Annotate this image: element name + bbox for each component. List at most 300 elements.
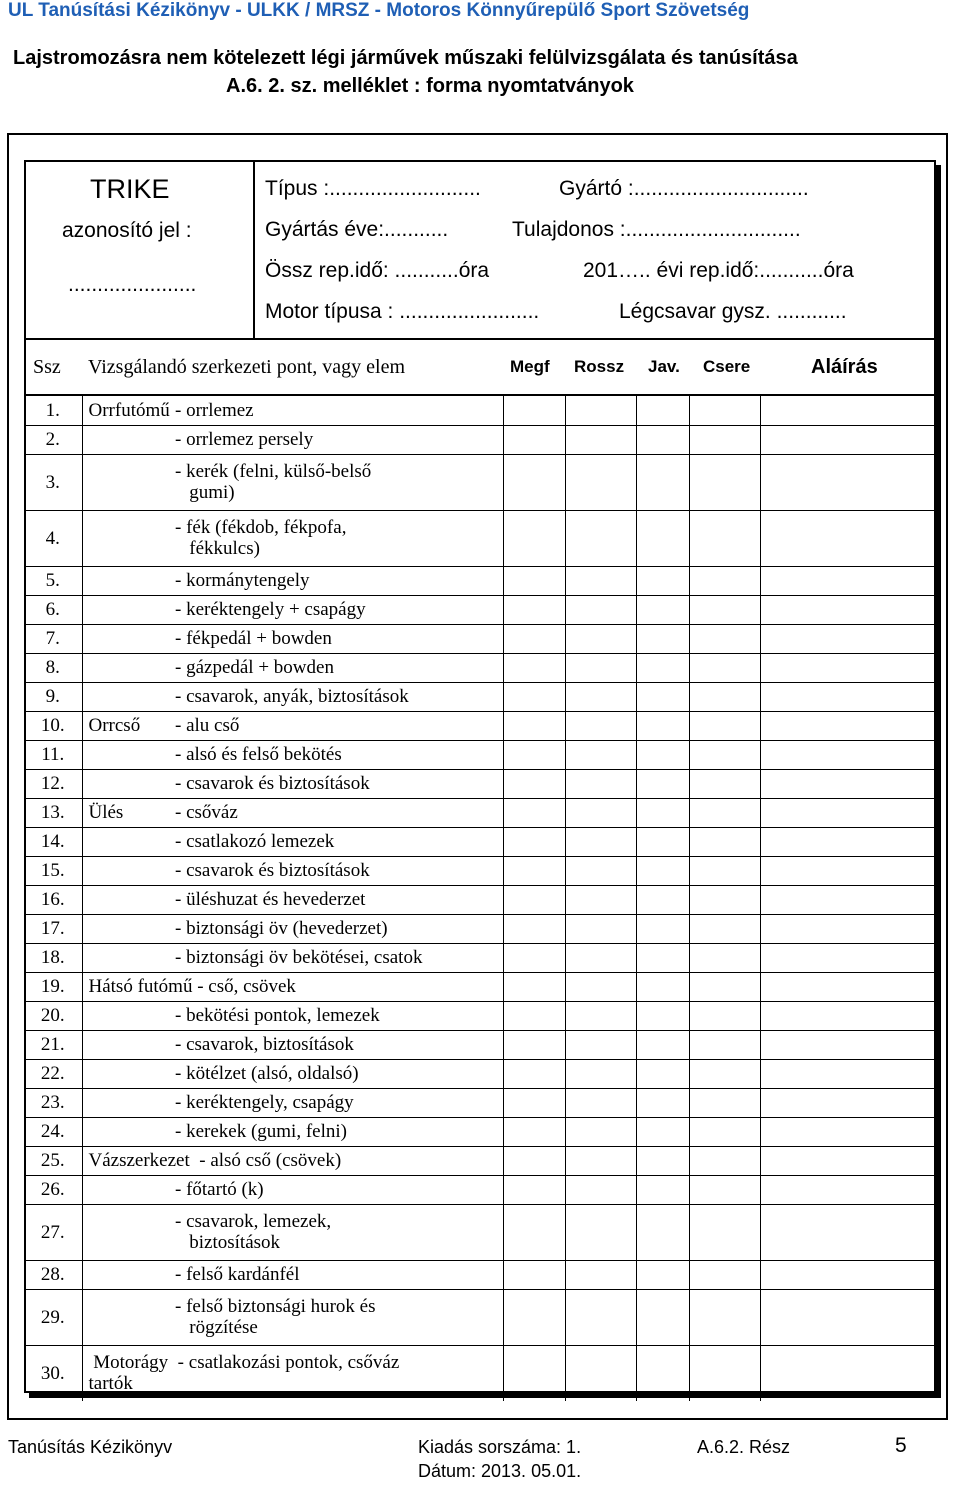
- check-jav[interactable]: [636, 396, 689, 425]
- row-item-cell: [175, 711, 503, 740]
- footer-edition: Kiadás sorszáma: 1.: [418, 1437, 582, 1457]
- signature-cell[interactable]: [760, 1059, 934, 1088]
- table-row: [24, 595, 934, 624]
- table-row: [24, 396, 934, 425]
- table-row: [24, 1030, 934, 1059]
- check-jav[interactable]: [636, 943, 689, 972]
- signature-cell[interactable]: [760, 1146, 934, 1175]
- row-number: 23.: [24, 1088, 82, 1117]
- row-item: - kerekek (gumi, felni): [175, 1121, 347, 1142]
- check-rossz[interactable]: [565, 943, 636, 972]
- row-number: 1.: [24, 396, 82, 425]
- row-section: [82, 454, 175, 510]
- check-rossz[interactable]: [565, 624, 636, 653]
- row-number: 27.: [24, 1204, 82, 1260]
- row-item-cell: [175, 914, 503, 943]
- signature-cell[interactable]: [760, 1030, 934, 1059]
- check-rossz[interactable]: [565, 856, 636, 885]
- row-number: 11.: [24, 740, 82, 769]
- row-item-cell: [175, 425, 503, 454]
- manufacturer-field[interactable]: Gyártó :..............................: [559, 177, 809, 200]
- row-number: 29.: [24, 1289, 82, 1345]
- row-number: 26.: [24, 1175, 82, 1204]
- check-csere[interactable]: [689, 510, 760, 566]
- check-csere[interactable]: [689, 396, 760, 425]
- check-jav[interactable]: [636, 653, 689, 682]
- check-megf[interactable]: [503, 798, 565, 827]
- check-jav[interactable]: [636, 682, 689, 711]
- check-megf[interactable]: [503, 1175, 565, 1204]
- check-rossz[interactable]: [565, 914, 636, 943]
- row-item: - kötélzet (alsó, oldalsó): [175, 1063, 359, 1084]
- table-row: [24, 740, 934, 769]
- row-section: Ülés: [82, 798, 175, 827]
- row-section: [82, 595, 175, 624]
- row-section: [82, 425, 175, 454]
- row-section: Orrcső: [82, 711, 175, 740]
- row-number: 6.: [24, 595, 82, 624]
- check-csere[interactable]: [689, 1117, 760, 1146]
- row-section: [82, 510, 175, 566]
- signature-cell[interactable]: [760, 396, 934, 425]
- check-rossz[interactable]: [565, 682, 636, 711]
- trike-label: TRIKE: [90, 174, 170, 204]
- signature-cell[interactable]: [760, 425, 934, 454]
- table-row: [24, 1117, 934, 1146]
- col-megf: Megf: [510, 357, 550, 376]
- col-rossz: Rossz: [574, 357, 625, 376]
- check-jav[interactable]: [636, 1030, 689, 1059]
- row-number: 30.: [24, 1345, 82, 1401]
- check-megf[interactable]: [503, 827, 565, 856]
- check-rossz[interactable]: [565, 740, 636, 769]
- row-section: [82, 566, 175, 595]
- check-csere[interactable]: [689, 943, 760, 972]
- row-item-cell: [175, 1289, 503, 1345]
- check-jav[interactable]: [636, 740, 689, 769]
- row-number: 13.: [24, 798, 82, 827]
- check-megf[interactable]: [503, 943, 565, 972]
- check-jav[interactable]: [636, 769, 689, 798]
- check-rossz[interactable]: [565, 653, 636, 682]
- table-row: [24, 1059, 934, 1088]
- check-megf[interactable]: [503, 856, 565, 885]
- row-number: 4.: [24, 510, 82, 566]
- check-jav[interactable]: [636, 1146, 689, 1175]
- check-rossz[interactable]: [565, 827, 636, 856]
- row-item-cell: [175, 1030, 503, 1059]
- table-row: [24, 454, 934, 510]
- check-megf[interactable]: [503, 595, 565, 624]
- row-item: - gázpedál + bowden: [175, 657, 334, 678]
- table-row: [24, 1001, 934, 1030]
- col-csere: Csere: [703, 357, 751, 376]
- footer-manual: Tanúsítás Kézikönyv: [8, 1437, 173, 1457]
- check-jav[interactable]: [636, 885, 689, 914]
- check-megf[interactable]: [503, 972, 565, 1001]
- col-alairas: Aláírás: [811, 356, 878, 378]
- check-rossz[interactable]: [565, 595, 636, 624]
- signature-cell[interactable]: [760, 740, 934, 769]
- check-megf[interactable]: [503, 1204, 565, 1260]
- row-item-cell: [82, 1146, 503, 1175]
- id-label: azonosító jel :: [62, 219, 192, 242]
- row-section: [82, 1260, 175, 1289]
- check-jav[interactable]: [636, 595, 689, 624]
- check-csere[interactable]: [689, 1088, 760, 1117]
- row-number: 25.: [24, 1146, 82, 1175]
- col-ssz: Ssz: [33, 356, 61, 378]
- row-item-cell: [175, 740, 503, 769]
- check-csere[interactable]: [689, 1146, 760, 1175]
- signature-cell[interactable]: [760, 1289, 934, 1345]
- row-number: 10.: [24, 711, 82, 740]
- signature-cell[interactable]: [760, 798, 934, 827]
- row-number: 19.: [24, 972, 82, 1001]
- check-rossz[interactable]: [565, 711, 636, 740]
- check-megf[interactable]: [503, 711, 565, 740]
- engine-type-field[interactable]: Motor típusa : ........................: [265, 300, 540, 323]
- check-csere[interactable]: [689, 885, 760, 914]
- propeller-serial-field[interactable]: Légcsavar gysz. ............: [619, 300, 847, 323]
- row-item-cell: [175, 1059, 503, 1088]
- row-section: [82, 1001, 175, 1030]
- row-number: 24.: [24, 1117, 82, 1146]
- signature-cell[interactable]: [760, 769, 934, 798]
- check-jav[interactable]: [636, 1204, 689, 1260]
- check-jav[interactable]: [636, 856, 689, 885]
- row-section: [82, 885, 175, 914]
- check-csere[interactable]: [689, 653, 760, 682]
- table-row: [24, 914, 934, 943]
- check-jav[interactable]: [636, 711, 689, 740]
- annual-flight-time-field[interactable]: 201….. évi rep.idő:...........óra: [583, 259, 854, 282]
- check-rossz[interactable]: [565, 885, 636, 914]
- row-item-cell: [175, 1117, 503, 1146]
- row-section: Orrfutómű: [82, 396, 175, 425]
- check-megf[interactable]: [503, 454, 565, 510]
- row-number: 2.: [24, 425, 82, 454]
- check-csere[interactable]: [689, 1001, 760, 1030]
- signature-cell[interactable]: [760, 1175, 934, 1204]
- row-item: - kormánytengely: [175, 570, 310, 591]
- check-jav[interactable]: [636, 566, 689, 595]
- table-row: [24, 1175, 934, 1204]
- check-rossz[interactable]: [565, 1146, 636, 1175]
- signature-cell[interactable]: [760, 827, 934, 856]
- header-subtitle: Lajstromozásra nem kötelezett légi járművek műszaki felülvizsgálata és tanúsítása: [13, 47, 798, 69]
- check-rossz[interactable]: [565, 510, 636, 566]
- row-number: 28.: [24, 1260, 82, 1289]
- row-section: [82, 769, 175, 798]
- check-rossz[interactable]: [565, 1175, 636, 1204]
- check-csere[interactable]: [689, 425, 760, 454]
- table-row: [24, 566, 934, 595]
- row-section: [82, 740, 175, 769]
- table-row: [24, 711, 934, 740]
- check-rossz[interactable]: [565, 1059, 636, 1088]
- row-section: [82, 914, 175, 943]
- check-csere[interactable]: [689, 454, 760, 510]
- row-item-cell: [175, 827, 503, 856]
- row-item-cell: [175, 510, 503, 566]
- check-rossz[interactable]: [565, 1001, 636, 1030]
- row-item-cell: [175, 566, 503, 595]
- check-megf[interactable]: [503, 1146, 565, 1175]
- row-item: - biztonsági öv (hevederzet): [175, 918, 388, 939]
- check-megf[interactable]: [503, 624, 565, 653]
- row-number: 12.: [24, 769, 82, 798]
- header-attachment: A.6. 2. sz. melléklet : forma nyomtatványok: [226, 75, 634, 97]
- row-item: - alu cső: [175, 715, 240, 736]
- row-number: 7.: [24, 624, 82, 653]
- row-item: - csavarok, biztosítások: [175, 1034, 354, 1055]
- row-item: Motorágy - csatlakozási pontok, csőváz tartók: [88, 1352, 400, 1395]
- signature-cell[interactable]: [760, 914, 934, 943]
- check-jav[interactable]: [636, 1345, 689, 1401]
- row-number: 17.: [24, 914, 82, 943]
- check-rossz[interactable]: [565, 1204, 636, 1260]
- row-section: [82, 1175, 175, 1204]
- row-number: 14.: [24, 827, 82, 856]
- table-row: [24, 885, 934, 914]
- table-row: [24, 653, 934, 682]
- row-number: 18.: [24, 943, 82, 972]
- check-megf[interactable]: [503, 1059, 565, 1088]
- signature-cell[interactable]: [760, 624, 934, 653]
- signature-cell[interactable]: [760, 595, 934, 624]
- col-item: Vizsgálandó szerkezeti pont, vagy elem: [88, 356, 406, 378]
- signature-cell[interactable]: [760, 566, 934, 595]
- check-jav[interactable]: [636, 454, 689, 510]
- check-csere[interactable]: [689, 1059, 760, 1088]
- signature-cell[interactable]: [760, 972, 934, 1001]
- check-megf[interactable]: [503, 682, 565, 711]
- row-section: [82, 1204, 175, 1260]
- check-megf[interactable]: [503, 740, 565, 769]
- table-row: [24, 856, 934, 885]
- row-item: - csatlakozó lemezek: [175, 831, 335, 852]
- inspection-table: [24, 396, 934, 1401]
- check-csere[interactable]: [689, 856, 760, 885]
- row-section: [82, 624, 175, 653]
- check-csere[interactable]: [689, 624, 760, 653]
- table-row: [24, 1204, 934, 1260]
- row-number: 3.: [24, 454, 82, 510]
- row-number: 20.: [24, 1001, 82, 1030]
- check-megf[interactable]: [503, 1117, 565, 1146]
- check-megf[interactable]: [503, 769, 565, 798]
- check-jav[interactable]: [636, 1175, 689, 1204]
- table-row: [24, 972, 934, 1001]
- check-jav[interactable]: [636, 972, 689, 1001]
- signature-cell[interactable]: [760, 454, 934, 510]
- signature-cell[interactable]: [760, 1117, 934, 1146]
- row-item: - csavarok és biztosítások: [175, 773, 370, 794]
- id-field[interactable]: ......................: [68, 273, 197, 296]
- check-rossz[interactable]: [565, 1260, 636, 1289]
- check-jav[interactable]: [636, 827, 689, 856]
- signature-cell[interactable]: [760, 510, 934, 566]
- check-jav[interactable]: [636, 1088, 689, 1117]
- check-csere[interactable]: [689, 1289, 760, 1345]
- signature-cell[interactable]: [760, 1001, 934, 1030]
- row-number: 5.: [24, 566, 82, 595]
- row-item-cell: [175, 1001, 503, 1030]
- row-item: - felső kardánfél: [175, 1264, 300, 1285]
- table-row: [24, 1146, 934, 1175]
- check-csere[interactable]: [689, 711, 760, 740]
- row-section: [82, 827, 175, 856]
- row-item-cell: [82, 1345, 503, 1401]
- manufacture-year-field[interactable]: Gyártás éve:...........: [265, 218, 449, 241]
- row-item-cell: [175, 885, 503, 914]
- row-item: - bekötési pontok, lemezek: [175, 1005, 380, 1026]
- check-csere[interactable]: [689, 1345, 760, 1401]
- table-row: [24, 425, 934, 454]
- check-jav[interactable]: [636, 425, 689, 454]
- check-megf[interactable]: [503, 425, 565, 454]
- check-rossz[interactable]: [565, 425, 636, 454]
- table-row: [24, 1088, 934, 1117]
- signature-cell[interactable]: [760, 885, 934, 914]
- row-item-cell: [175, 624, 503, 653]
- check-megf[interactable]: [503, 1001, 565, 1030]
- table-row: [24, 798, 934, 827]
- check-jav[interactable]: [636, 510, 689, 566]
- row-item: - csavarok és biztosítások: [175, 860, 370, 881]
- check-megf[interactable]: [503, 396, 565, 425]
- type-field[interactable]: Típus :..........................: [265, 177, 481, 200]
- row-item: - alsó és felső bekötés: [175, 744, 342, 765]
- check-csere[interactable]: [689, 1204, 760, 1260]
- table-row: [24, 624, 934, 653]
- signature-cell[interactable]: [760, 1088, 934, 1117]
- check-csere[interactable]: [689, 1260, 760, 1289]
- header-title: UL Tanúsítási Kézikönyv - ULKK / MRSZ - Motoros Könnyűrepülő Sport Szövetség: [8, 0, 750, 21]
- check-megf[interactable]: [503, 885, 565, 914]
- signature-cell[interactable]: [760, 653, 934, 682]
- check-rossz[interactable]: [565, 566, 636, 595]
- owner-field[interactable]: Tulajdonos :..............................: [512, 218, 801, 241]
- check-csere[interactable]: [689, 740, 760, 769]
- row-item: - keréktengely, csapágy: [175, 1092, 354, 1113]
- row-section: [82, 1289, 175, 1345]
- row-number: 21.: [24, 1030, 82, 1059]
- row-item: - csőváz: [175, 802, 238, 823]
- check-csere[interactable]: [689, 1175, 760, 1204]
- row-item: - főtartó (k): [175, 1179, 264, 1200]
- table-row: [24, 1345, 934, 1401]
- row-number: 9.: [24, 682, 82, 711]
- table-row: [24, 1260, 934, 1289]
- signature-cell[interactable]: [760, 1204, 934, 1260]
- check-jav[interactable]: [636, 624, 689, 653]
- check-rossz[interactable]: [565, 769, 636, 798]
- check-megf[interactable]: [503, 653, 565, 682]
- row-item-cell: [82, 972, 503, 1001]
- check-megf[interactable]: [503, 1030, 565, 1059]
- check-megf[interactable]: [503, 914, 565, 943]
- signature-cell[interactable]: [760, 682, 934, 711]
- check-csere[interactable]: [689, 827, 760, 856]
- check-megf[interactable]: [503, 1088, 565, 1117]
- row-number: 15.: [24, 856, 82, 885]
- check-megf[interactable]: [503, 510, 565, 566]
- check-megf[interactable]: [503, 1289, 565, 1345]
- row-number: 22.: [24, 1059, 82, 1088]
- signature-cell[interactable]: [760, 943, 934, 972]
- row-item-cell: [175, 454, 503, 510]
- signature-cell[interactable]: [760, 856, 934, 885]
- check-jav[interactable]: [636, 914, 689, 943]
- row-item: - üléshuzat és hevederzet: [175, 889, 366, 910]
- row-number: 8.: [24, 653, 82, 682]
- row-item-cell: [175, 1260, 503, 1289]
- check-jav[interactable]: [636, 1059, 689, 1088]
- check-megf[interactable]: [503, 1345, 565, 1401]
- check-csere[interactable]: [689, 914, 760, 943]
- check-jav[interactable]: [636, 798, 689, 827]
- table-row: [24, 769, 934, 798]
- row-item: - orrlemez: [175, 399, 254, 421]
- check-csere[interactable]: [689, 566, 760, 595]
- check-jav[interactable]: [636, 1001, 689, 1030]
- check-megf[interactable]: [503, 566, 565, 595]
- row-item: - csavarok, anyák, biztosítások: [175, 686, 409, 707]
- row-item: - fék (fékdob, fékpofa, fékkulcs): [175, 517, 347, 559]
- table-row: [24, 943, 934, 972]
- signature-cell[interactable]: [760, 1345, 934, 1401]
- row-item-cell: [175, 682, 503, 711]
- check-rossz[interactable]: [565, 1289, 636, 1345]
- check-rossz[interactable]: [565, 798, 636, 827]
- check-rossz[interactable]: [565, 1088, 636, 1117]
- row-section: [82, 653, 175, 682]
- check-rossz[interactable]: [565, 1345, 636, 1401]
- check-rossz[interactable]: [565, 396, 636, 425]
- check-csere[interactable]: [689, 769, 760, 798]
- row-item-cell: [175, 856, 503, 885]
- row-number: 16.: [24, 885, 82, 914]
- row-item-cell: [175, 943, 503, 972]
- check-csere[interactable]: [689, 972, 760, 1001]
- table-row: [24, 827, 934, 856]
- row-item-cell: [175, 595, 503, 624]
- check-csere[interactable]: [689, 798, 760, 827]
- signature-cell[interactable]: [760, 1260, 934, 1289]
- check-jav[interactable]: [636, 1289, 689, 1345]
- table-row: [24, 682, 934, 711]
- footer-date: Dátum: 2013. 05.01.: [418, 1461, 582, 1481]
- check-rossz[interactable]: [565, 972, 636, 1001]
- check-megf[interactable]: [503, 1260, 565, 1289]
- row-section: [82, 856, 175, 885]
- check-rossz[interactable]: [565, 1117, 636, 1146]
- check-csere[interactable]: [689, 595, 760, 624]
- row-item: Hátsó futómű - cső, csövek: [88, 976, 296, 997]
- total-flight-time-field[interactable]: Össz rep.idő: ...........óra: [265, 259, 490, 282]
- table-row: [24, 510, 934, 566]
- row-item: - csavarok, lemezek, biztosítások: [175, 1211, 332, 1253]
- check-csere[interactable]: [689, 682, 760, 711]
- check-jav[interactable]: [636, 1260, 689, 1289]
- check-jav[interactable]: [636, 1117, 689, 1146]
- check-csere[interactable]: [689, 1030, 760, 1059]
- check-rossz[interactable]: [565, 454, 636, 510]
- signature-cell[interactable]: [760, 711, 934, 740]
- check-rossz[interactable]: [565, 1030, 636, 1059]
